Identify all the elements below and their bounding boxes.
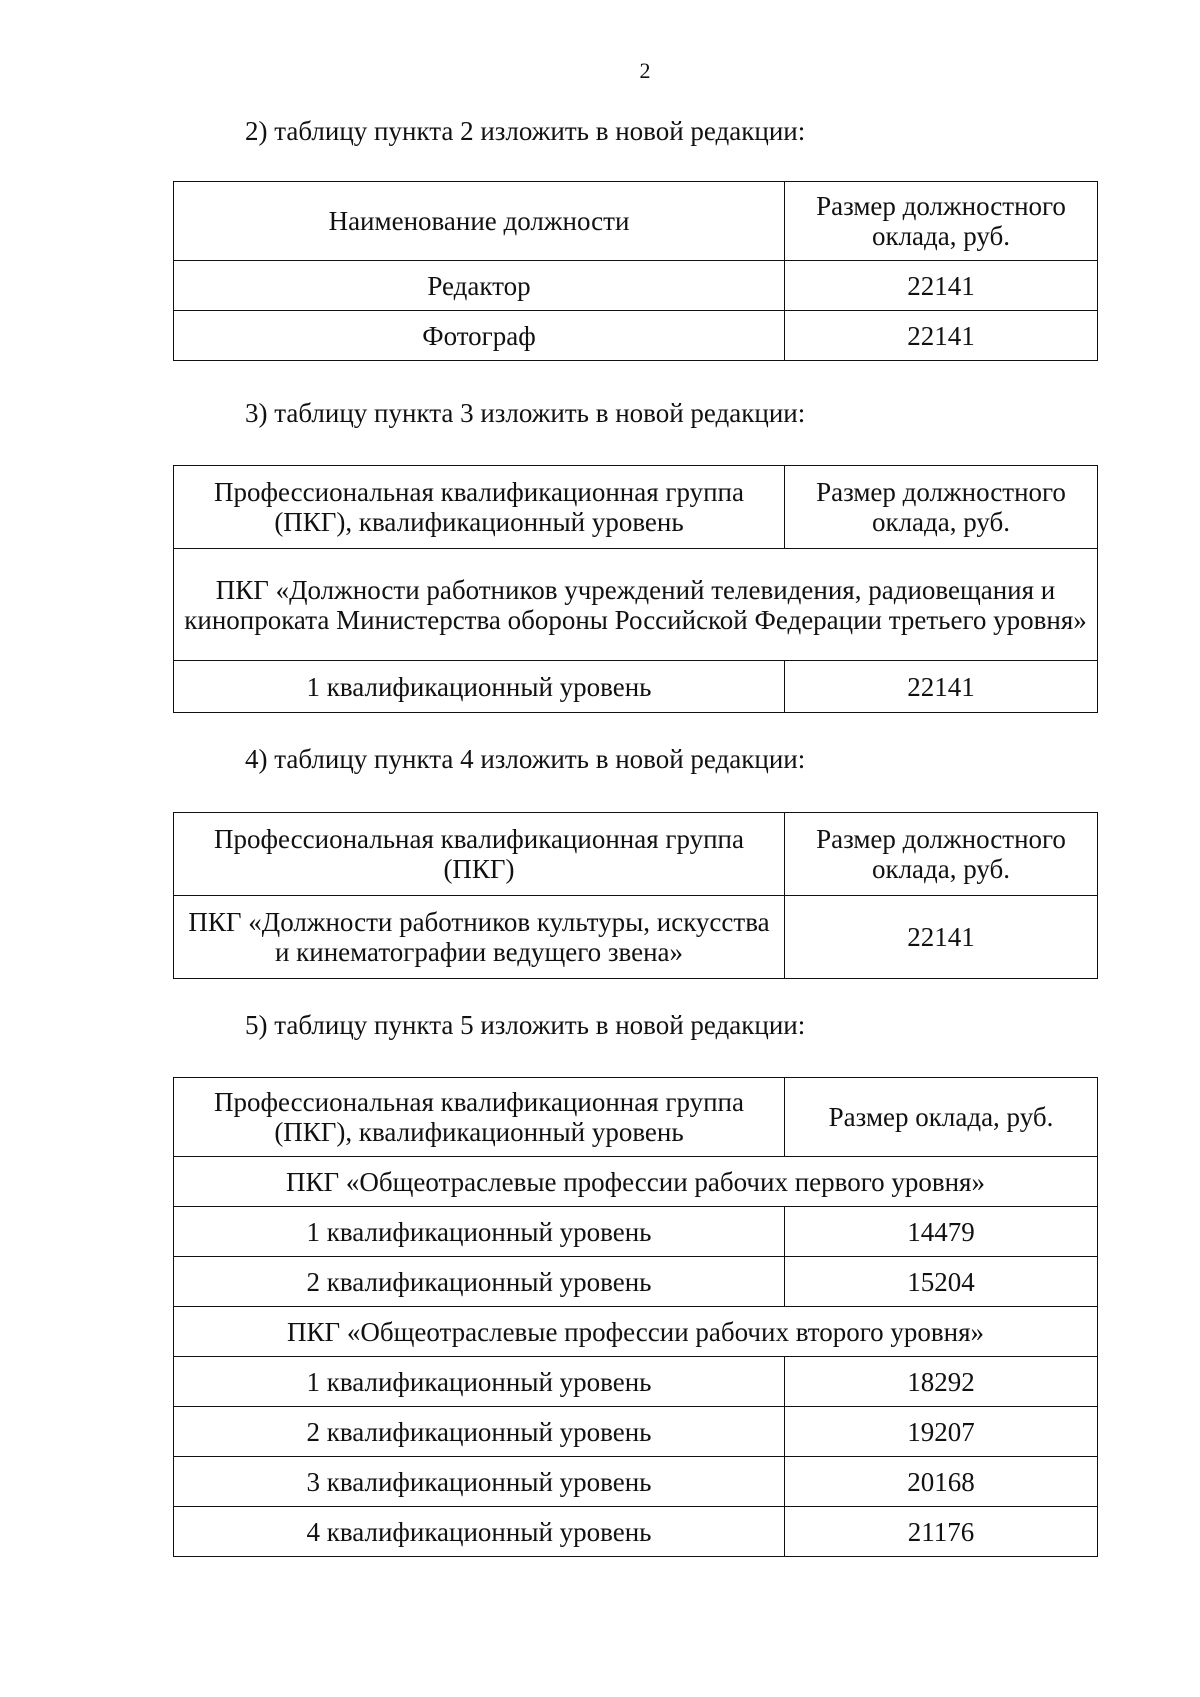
table-header-row xyxy=(174,813,1098,896)
group-cell: ПКГ «Общеотраслевые профессии рабочих второго уровня» xyxy=(174,1307,1098,1357)
group-row xyxy=(174,1157,1098,1207)
table-row xyxy=(174,1407,1098,1457)
table-section-4 xyxy=(173,812,1098,979)
level-cell: 1 квалификационный уровень xyxy=(174,1357,785,1407)
salary-cell: 19207 xyxy=(785,1407,1098,1457)
table-row xyxy=(174,1257,1098,1307)
group-row xyxy=(174,1307,1098,1357)
section-2-intro: 2) таблицу пункта 2 изложить в новой редакции: xyxy=(245,116,806,146)
group-cell: ПКГ «Должности работников культуры, искусства и кинематографии ведущего звена» xyxy=(174,896,785,979)
level-cell: 1 квалификационный уровень xyxy=(174,1207,785,1257)
table-row xyxy=(174,1357,1098,1407)
level-cell: 3 квалификационный уровень xyxy=(174,1457,785,1507)
level-cell: 1 квалификационный уровень xyxy=(174,661,785,713)
salary-cell: 14479 xyxy=(785,1207,1098,1257)
page-number: 2 xyxy=(639,58,651,83)
salary-cell: 20168 xyxy=(785,1457,1098,1507)
section-5-intro: 5) таблицу пункта 5 изложить в новой редакции: xyxy=(245,1010,806,1040)
group-cell: ПКГ «Должности работников учреждений телевидения, радиовещания и кинопроката Министерства обороны Российской Федерации третьего уровня» xyxy=(174,549,1098,661)
salary-cell: 21176 xyxy=(785,1507,1098,1557)
header-cell: Размер должностного оклада, руб. xyxy=(785,182,1098,261)
group-cell: ПКГ «Общеотраслевые профессии рабочих первого уровня» xyxy=(174,1157,1098,1207)
section-3-intro: 3) таблицу пункта 3 изложить в новой редакции: xyxy=(245,398,806,428)
table-header-row xyxy=(174,182,1098,261)
position-cell: Фотограф xyxy=(174,311,785,361)
salary-cell: 18292 xyxy=(785,1357,1098,1407)
table-row xyxy=(174,1207,1098,1257)
table-header-row xyxy=(174,466,1098,549)
table-row xyxy=(174,661,1098,713)
level-cell: 2 квалификационный уровень xyxy=(174,1407,785,1457)
salary-cell: 15204 xyxy=(785,1257,1098,1307)
section-4-intro: 4) таблицу пункта 4 изложить в новой редакции: xyxy=(245,744,806,774)
salary-cell: 22141 xyxy=(785,311,1098,361)
header-cell: Профессиональная квалификационная группа (ПКГ), квалификационный уровень xyxy=(174,466,785,549)
level-cell: 4 квалификационный уровень xyxy=(174,1507,785,1557)
position-cell: Редактор xyxy=(174,261,785,311)
table-header-row xyxy=(174,1078,1098,1157)
table-row xyxy=(174,261,1098,311)
table-section-3 xyxy=(173,465,1098,713)
table-row xyxy=(174,896,1098,979)
salary-cell: 22141 xyxy=(785,261,1098,311)
salary-cell: 22141 xyxy=(785,896,1098,979)
salary-cell: 22141 xyxy=(785,661,1098,713)
group-row xyxy=(174,549,1098,661)
table-row xyxy=(174,311,1098,361)
table-row xyxy=(174,1507,1098,1557)
header-cell: Размер должностного оклада, руб. xyxy=(785,813,1098,896)
level-cell: 2 квалификационный уровень xyxy=(174,1257,785,1307)
header-cell: Профессиональная квалификационная группа (ПКГ) xyxy=(174,813,785,896)
table-row xyxy=(174,1457,1098,1507)
header-cell: Размер оклада, руб. xyxy=(785,1078,1098,1157)
header-cell: Наименование должности xyxy=(174,182,785,261)
table-section-5 xyxy=(173,1077,1098,1557)
header-cell: Размер должностного оклада, руб. xyxy=(785,466,1098,549)
header-cell: Профессиональная квалификационная группа (ПКГ), квалификационный уровень xyxy=(174,1078,785,1157)
table-section-2 xyxy=(173,181,1098,361)
